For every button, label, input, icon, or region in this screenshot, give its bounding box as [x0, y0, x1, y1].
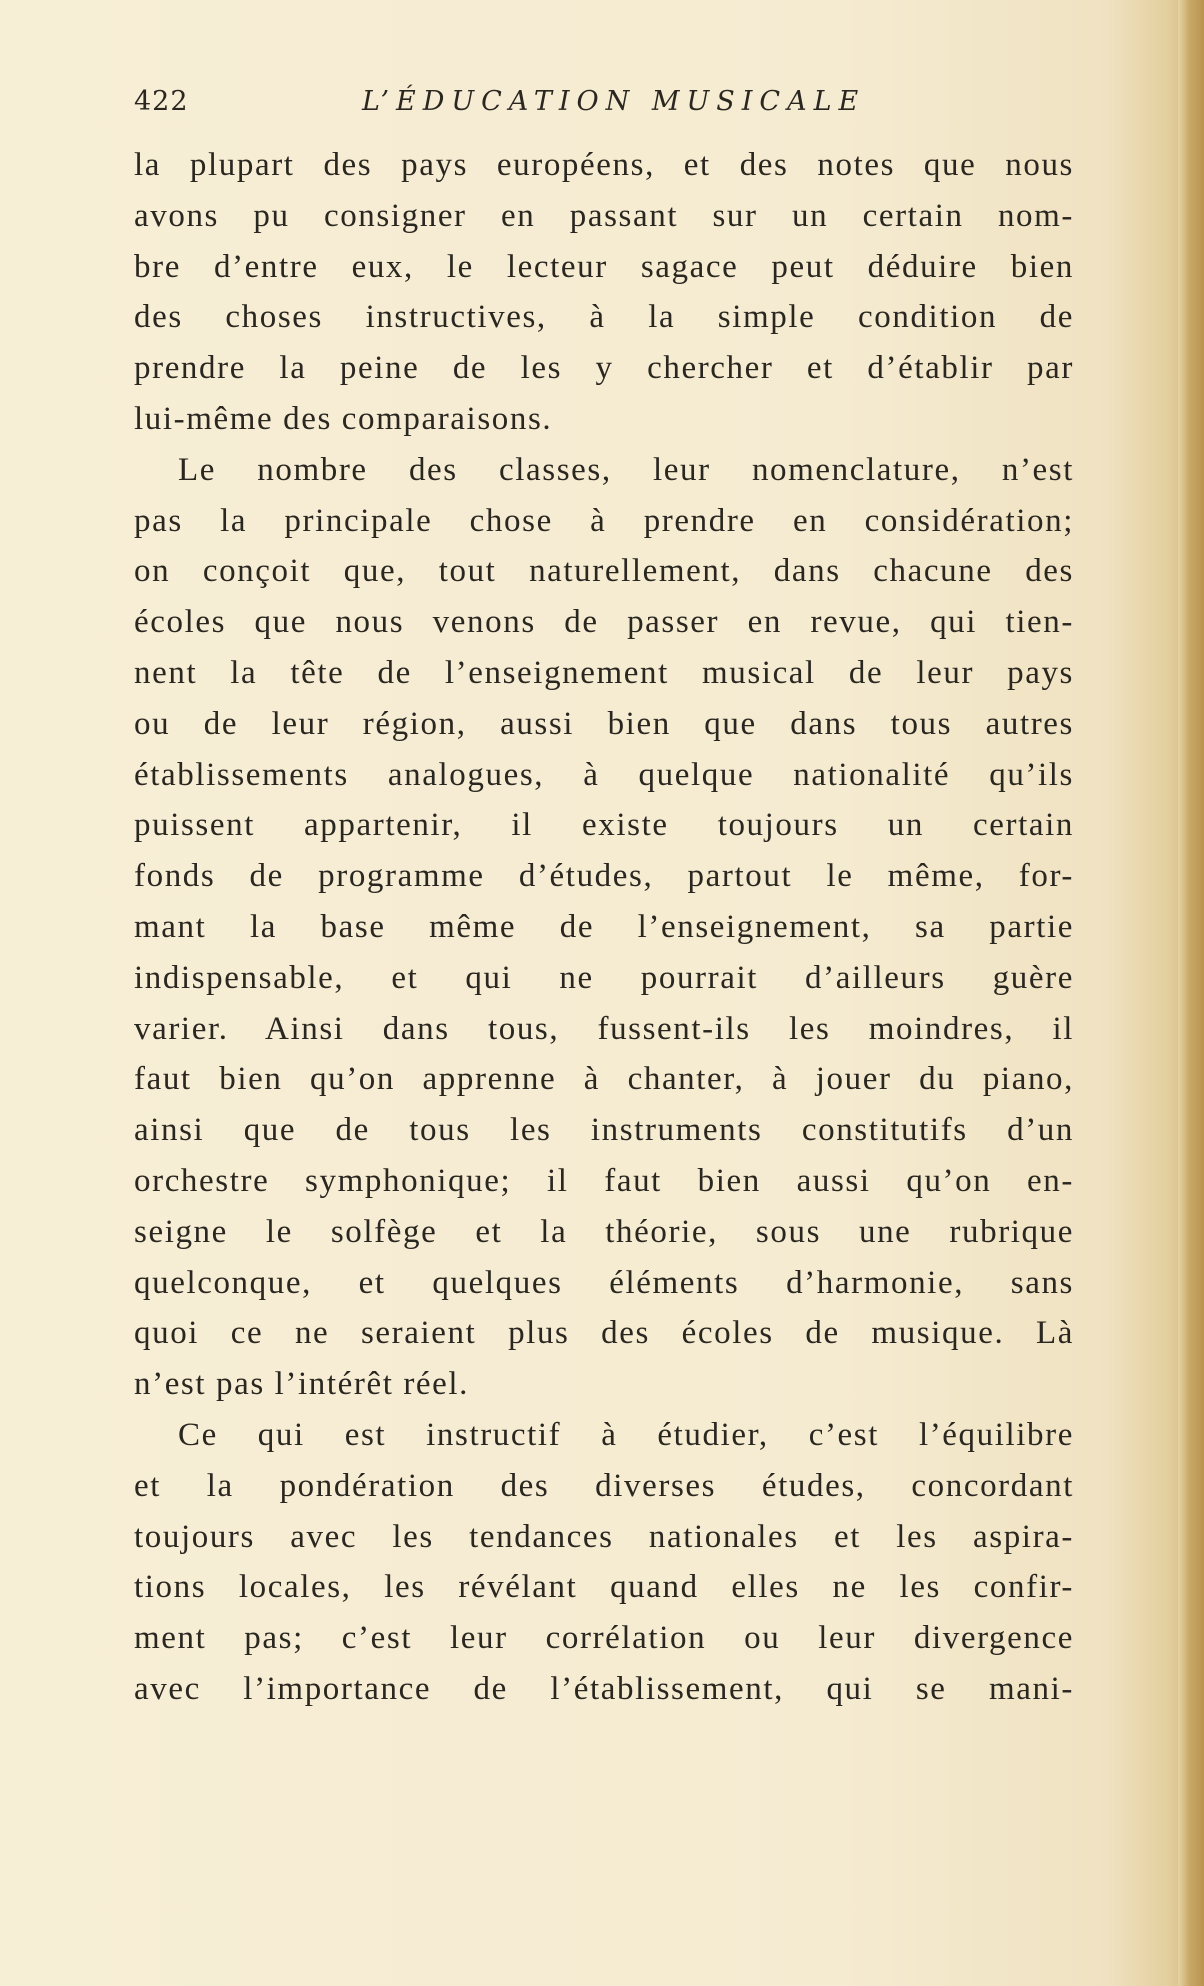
text-line: indispensable, et qui ne pourrait d’ailleurs guère: [134, 959, 1074, 996]
page-edge: [1178, 0, 1204, 1986]
text-line: quoi ce ne seraient plus des écoles de musique. Là: [134, 1315, 1074, 1352]
body-text: [134, 140, 1074, 1715]
text-line: pas la principale chose à prendre en considération;: [134, 502, 1074, 539]
text-line: toujours avec les tendances nationales et les aspira-: [134, 1518, 1074, 1555]
text-line: tions locales, les révélant quand elles ne les confir-: [134, 1569, 1074, 1606]
text-line: Ce qui est instructif à étudier, c’est l’équilibre: [178, 1416, 1074, 1453]
text-line: Le nombre des classes, leur nomenclature, n’est: [178, 451, 1074, 488]
text-line: bre d’entre eux, le lecteur sagace peut déduire bien: [134, 248, 1074, 285]
text-line: la plupart des pays européens, et des notes que nous: [134, 147, 1074, 183]
text-line: avons pu consigner en passant sur un certain nom-: [134, 197, 1074, 234]
running-title: L’ÉDUCATION MUSICALE: [362, 86, 866, 117]
text-line: on conçoit que, tout naturellement, dans chacune des: [134, 553, 1074, 590]
text-line: prendre la peine de les y chercher et d’établir par: [134, 350, 1074, 387]
text-line: ou de leur région, aussi bien que dans tous autres: [134, 705, 1074, 742]
text-line: établissements analogues, à quelque nationalité qu’ils: [134, 756, 1074, 793]
text-line: puissent appartenir, il existe toujours un certain: [134, 807, 1074, 844]
text-line: ainsi que de tous les instruments constitutifs d’un: [134, 1112, 1074, 1149]
text-line: mant la base même de l’enseignement, sa partie: [134, 908, 1074, 945]
text-line: fonds de programme d’études, partout le même, for-: [134, 858, 1074, 895]
page-number: 422: [134, 86, 189, 117]
text-line: quelconque, et quelques éléments d’harmonie, sans: [134, 1264, 1074, 1301]
text-line: avec l’importance de l’établissement, qui se mani-: [134, 1670, 1074, 1707]
text-line: n’est pas l’intérêt réel.: [134, 1366, 470, 1403]
text-line: varier. Ainsi dans tous, fussent-ils les moindres, il: [134, 1010, 1074, 1047]
text-line: et la pondération des diverses études, concordant: [134, 1467, 1074, 1504]
text-line: écoles que nous venons de passer en revue, qui tien-: [134, 604, 1074, 641]
text-line: seigne le solfège et la théorie, sous une rubrique: [134, 1213, 1074, 1250]
text-line: des choses instructives, à la simple condition de: [134, 299, 1074, 336]
text-line: nent la tête de l’enseignement musical de leur pays: [134, 654, 1074, 691]
text-line: faut bien qu’on apprenne à chanter, à jouer du piano,: [134, 1061, 1074, 1098]
text-line: lui-même des comparaisons.: [134, 400, 553, 437]
running-head: [134, 86, 1084, 126]
text-line: orchestre symphonique; il faut bien aussi qu’on en-: [134, 1162, 1074, 1199]
text-line: ment pas; c’est leur corrélation ou leur divergence: [134, 1620, 1074, 1657]
